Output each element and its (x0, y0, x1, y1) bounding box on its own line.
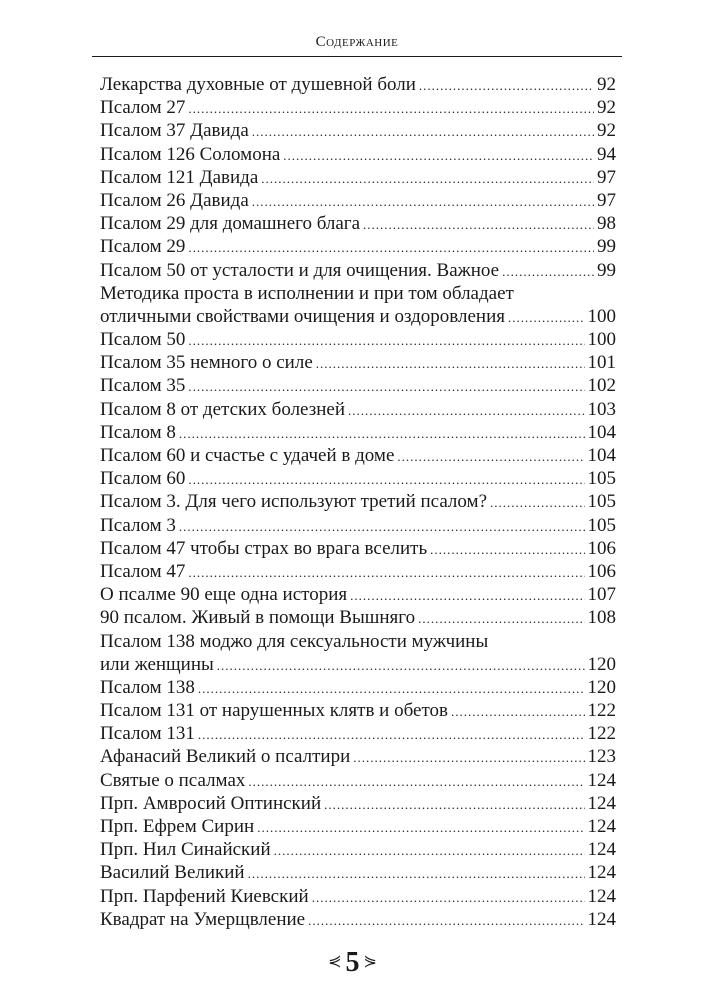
toc-entry (100, 166, 616, 189)
toc-entry (100, 212, 616, 235)
toc-entry (100, 514, 616, 537)
toc-entry (100, 815, 616, 838)
dot-leader (217, 654, 585, 677)
toc-entry-title: Псалом 138 (100, 676, 195, 698)
toc-entry-page: 92 (597, 74, 616, 95)
ornament-right-icon: ⋟ (363, 952, 377, 970)
toc-entry-title: Псалом 138 моджо для сексуальности мужчины (100, 630, 489, 652)
dot-leader (188, 329, 584, 352)
toc-entry (100, 73, 616, 96)
toc-entry-title: Прп. Парфений Киевский (100, 885, 309, 907)
toc-entry-page: 99 (597, 259, 616, 281)
dot-leader (248, 862, 585, 885)
dot-leader (397, 445, 584, 468)
toc-entry-title: или женщины (100, 653, 214, 675)
toc-entry-page: 97 (597, 189, 616, 211)
toc-entry-title: Псалом 35 немного о силе (100, 352, 313, 374)
dot-leader (274, 839, 585, 862)
dot-leader (179, 422, 585, 445)
toc-entry-title: Псалом 131 (100, 723, 195, 745)
dot-leader (179, 515, 585, 538)
toc-entry-page: 99 (597, 236, 616, 258)
toc-entry (100, 351, 616, 374)
toc-entry-title: Псалом 60 и счастье с удачей в доме (100, 445, 395, 466)
dot-leader (188, 468, 584, 491)
running-header: Содержание (315, 34, 399, 50)
toc-entry (100, 653, 616, 676)
toc-entry-page: 124 (587, 816, 616, 837)
toc-entry-page: 123 (587, 746, 616, 768)
dot-leader (350, 584, 584, 607)
header-rule (92, 56, 622, 57)
toc-entry (100, 745, 616, 768)
dot-leader (419, 74, 594, 97)
toc-entry-title: Псалом 50 (100, 329, 186, 351)
toc-entry-page: 124 (587, 792, 616, 814)
toc-entry-page: 92 (597, 120, 616, 142)
toc-entry-title: Псалом 131 от нарушенных клятв и обетов (100, 700, 448, 722)
toc-entry (100, 189, 616, 212)
dot-leader (508, 306, 584, 329)
toc-entry-page: 124 (587, 769, 616, 791)
toc-entry-title: О псалме 90 еще одна история (100, 584, 348, 606)
dot-leader (252, 120, 594, 143)
toc-entry-title: Псалом 60 (100, 468, 186, 490)
toc-entry (100, 630, 616, 653)
toc-entry-title: 90 псалом. Живый в помощи Вышняго (100, 607, 416, 629)
toc-entry-title: Прп. Нил Синайский (100, 839, 271, 861)
toc-entry (100, 398, 616, 421)
toc-entry (100, 305, 616, 328)
toc-entry-page: 104 (587, 445, 616, 466)
toc-entry-page: 103 (587, 398, 616, 420)
toc-entry (100, 119, 616, 142)
toc-entry-title: Псалом 26 Давида (100, 189, 249, 211)
toc-entry-page: 97 (597, 166, 616, 188)
toc-entry (100, 259, 616, 282)
toc-entry-page: 107 (587, 584, 616, 606)
toc-entry (100, 467, 616, 490)
toc-entry (100, 838, 616, 861)
toc-entry (100, 96, 616, 119)
toc-entry-page: 98 (597, 213, 616, 235)
dot-leader (490, 491, 584, 514)
toc-entry-page: 105 (587, 514, 616, 536)
toc-entry (100, 769, 616, 792)
toc-entry-title: Псалом 35 (100, 375, 186, 397)
toc-entry-title: Афанасий Великий о псалтири (100, 746, 351, 768)
table-of-contents (100, 73, 616, 931)
toc-entry-page: 92 (597, 97, 616, 119)
toc-entry-title: Псалом 3. Для чего используют третий псалом? (100, 491, 488, 513)
toc-entry (100, 421, 616, 444)
toc-entry-page: 94 (597, 143, 616, 165)
toc-entry (100, 861, 616, 884)
toc-entry (100, 490, 616, 513)
toc-entry-page: 100 (587, 305, 616, 327)
toc-entry-page: 100 (587, 329, 616, 351)
toc-entry-title: Методика проста в исполнении и при том обладает (100, 282, 514, 304)
toc-entry-title: Псалом 8 от детских болезней (100, 398, 345, 420)
toc-entry-page: 105 (587, 491, 616, 513)
toc-entry (100, 583, 616, 606)
toc-entry-title: Псалом 47 чтобы страх во врага вселить (100, 537, 428, 559)
toc-entry (100, 792, 616, 815)
dot-leader (283, 144, 594, 167)
page-number: 5 (345, 947, 360, 978)
toc-entry-title: Святые о псалмах (100, 769, 246, 791)
page-footer (0, 948, 705, 980)
toc-entry-page: 108 (587, 607, 616, 629)
toc-entry-page: 106 (587, 560, 616, 582)
ornament-left-icon: ⋞ (328, 952, 342, 970)
toc-entry-title: Прп. Ефрем Сирин (100, 816, 255, 837)
toc-entry-page: 124 (587, 885, 616, 907)
toc-entry-page: 120 (587, 653, 616, 675)
dot-leader (248, 770, 584, 793)
dot-leader (418, 607, 584, 630)
dot-leader (257, 816, 584, 839)
dot-leader (451, 700, 585, 723)
toc-entry-title: Василий Великий (100, 862, 245, 884)
dot-leader (198, 677, 585, 700)
dot-leader (198, 723, 585, 746)
toc-entry (100, 699, 616, 722)
dot-leader (308, 909, 584, 932)
toc-entry-title: Псалом 3 (100, 514, 176, 536)
toc-entry-page: 106 (587, 537, 616, 559)
toc-entry (100, 606, 616, 629)
toc-entry (100, 560, 616, 583)
toc-entry (100, 235, 616, 258)
toc-entry-title: Псалом 27 (100, 97, 186, 119)
toc-entry-title: Прп. Амвросий Оптинский (100, 792, 322, 814)
toc-entry (100, 537, 616, 560)
toc-entry-title: Псалом 29 для домашнего блага (100, 213, 361, 235)
dot-leader (316, 352, 585, 375)
dot-leader (188, 236, 594, 259)
toc-entry-title: Псалом 37 Давида (100, 120, 249, 142)
dot-leader (261, 167, 594, 190)
toc-entry-page: 102 (587, 375, 616, 397)
dot-leader (353, 746, 584, 769)
dot-leader (188, 375, 584, 398)
toc-entry (100, 722, 616, 745)
toc-entry (100, 282, 616, 305)
dot-leader (252, 190, 594, 213)
toc-entry-title: Псалом 126 Соломона (100, 143, 281, 165)
toc-entry-title: Псалом 121 Давида (100, 166, 259, 188)
dot-leader (188, 97, 594, 120)
toc-entry-title: Псалом 29 (100, 236, 186, 258)
toc-entry-page: 124 (587, 908, 616, 930)
toc-entry (100, 676, 616, 699)
toc-entry-page: 122 (587, 723, 616, 745)
dot-leader (188, 561, 584, 584)
dot-leader (348, 399, 585, 422)
toc-entry-page: 104 (587, 421, 616, 443)
toc-entry-page: 124 (587, 862, 616, 884)
toc-entry-title: Псалом 47 (100, 560, 186, 582)
toc-entry-title: Псалом 8 (100, 421, 176, 443)
toc-entry-page: 105 (587, 468, 616, 490)
toc-entry-title: Лекарства духовные от душевной боли (100, 74, 416, 95)
toc-entry-page: 122 (587, 700, 616, 722)
toc-entry (100, 444, 616, 467)
toc-entry (100, 328, 616, 351)
dot-leader (324, 793, 584, 816)
toc-entry-page: 124 (587, 839, 616, 861)
toc-entry-page: 101 (587, 352, 616, 374)
dot-leader (502, 260, 594, 283)
toc-entry-title: отличными свойствами очищения и оздоровления (100, 305, 506, 327)
dot-leader (363, 213, 594, 236)
toc-entry-title: Квадрат на Умерщвление (100, 908, 306, 930)
toc-entry (100, 374, 616, 397)
toc-entry (100, 143, 616, 166)
dot-leader (312, 886, 585, 909)
toc-entry-page: 120 (587, 676, 616, 698)
toc-entry (100, 908, 616, 931)
dot-leader (430, 538, 584, 561)
toc-entry-title: Псалом 50 от усталости и для очищения. Важное (100, 259, 500, 281)
toc-entry (100, 885, 616, 908)
